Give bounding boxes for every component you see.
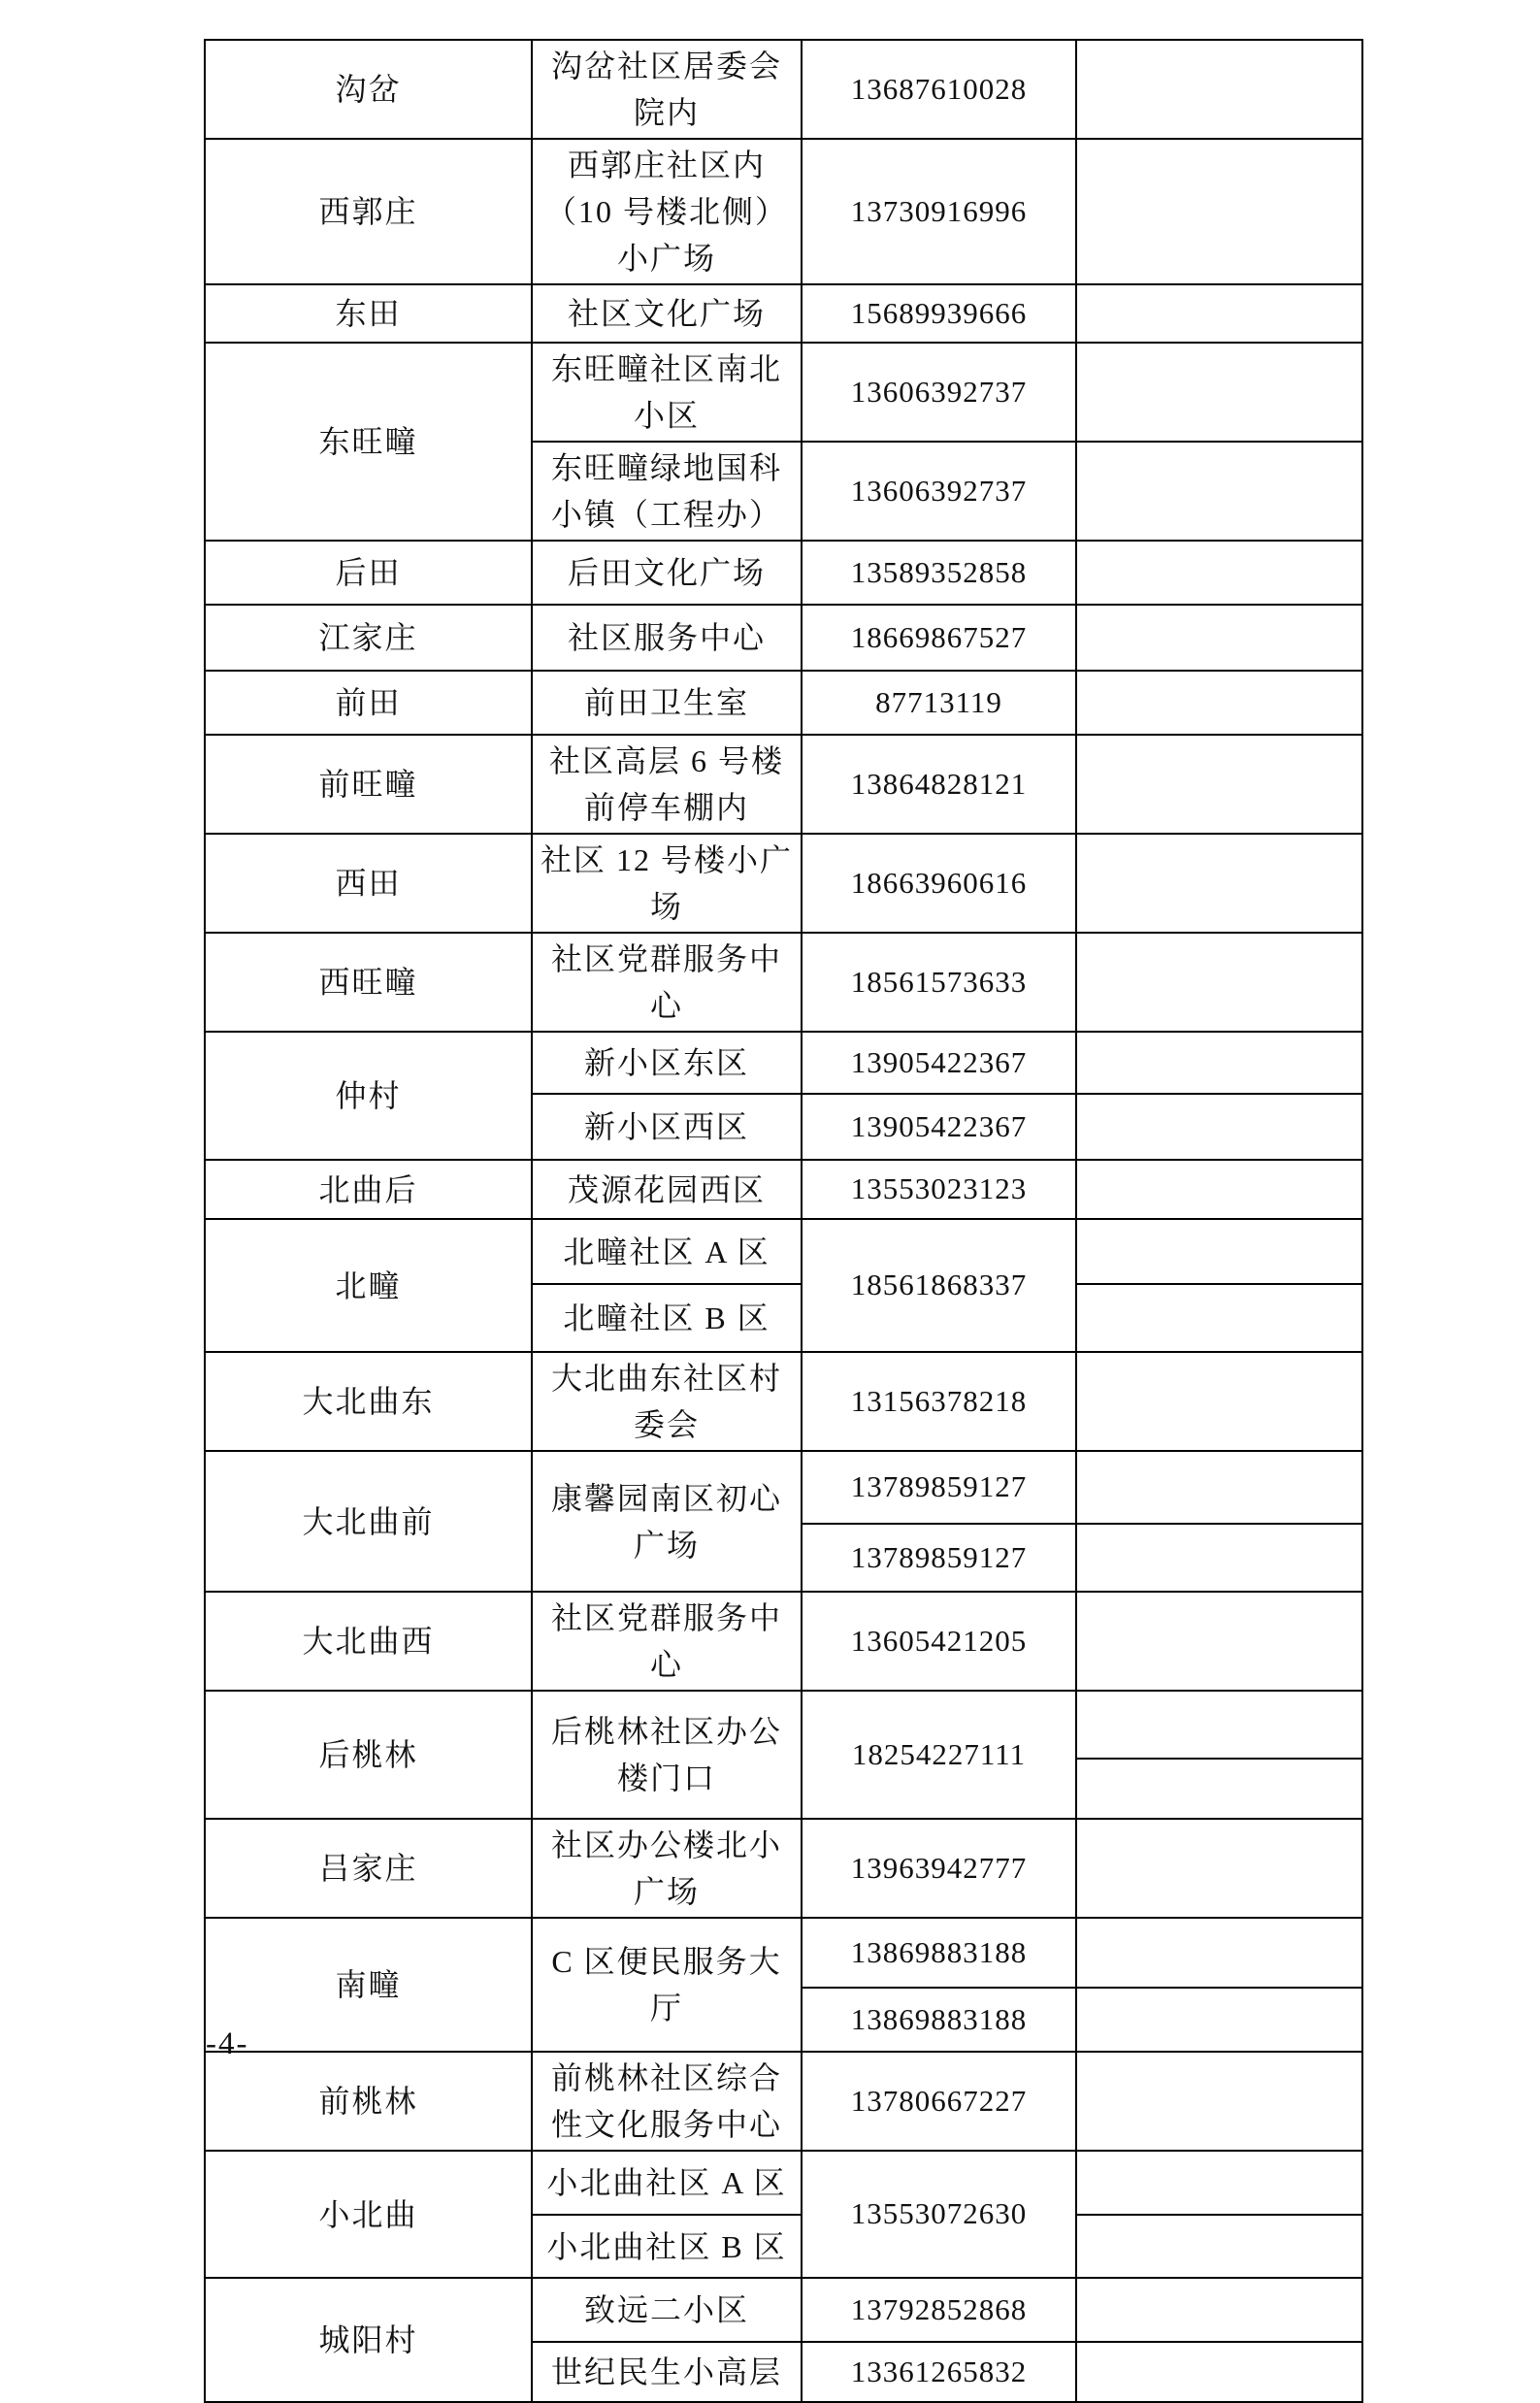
phone-cell: 18561868337 <box>802 1219 1076 1352</box>
location-cell: 北疃社区 B 区 <box>532 1284 802 1352</box>
location-cell: 小北曲社区 B 区 <box>532 2215 802 2278</box>
table-row <box>205 1819 1362 1918</box>
phone-cell: 13687610028 <box>802 40 1076 139</box>
location-cell: 后田文化广场 <box>532 541 802 605</box>
phone-cell: 13730916996 <box>802 139 1076 284</box>
location-cell: 前桃林社区综合性文化服务中心 <box>532 2052 802 2151</box>
empty-cell <box>1076 139 1362 284</box>
empty-cell <box>1076 2151 1362 2215</box>
location-cell: 西郭庄社区内（10 号楼北侧）小广场 <box>532 139 802 284</box>
phone-cell: 13361265832 <box>802 2342 1076 2402</box>
location-cell: 大北曲东社区村委会 <box>532 1352 802 1451</box>
location-cell: 社区 12 号楼小广场 <box>532 834 802 933</box>
empty-cell <box>1076 605 1362 671</box>
empty-cell <box>1076 40 1362 139</box>
phone-cell: 18561573633 <box>802 933 1076 1032</box>
community-cell: 北曲后 <box>205 1160 532 1219</box>
phone-cell: 13553023123 <box>802 1160 1076 1219</box>
community-cell: 大北曲东 <box>205 1352 532 1451</box>
table-row <box>205 605 1362 671</box>
table-row <box>205 1451 1362 1524</box>
community-cell: 前田 <box>205 671 532 735</box>
empty-cell <box>1076 2052 1362 2151</box>
community-cell: 城阳村 <box>205 2278 532 2402</box>
community-test-site-table <box>204 39 1363 2403</box>
phone-cell: 18669867527 <box>802 605 1076 671</box>
location-cell: 新小区东区 <box>532 1032 802 1094</box>
table-row <box>205 541 1362 605</box>
empty-cell <box>1076 1094 1362 1160</box>
empty-cell <box>1076 933 1362 1032</box>
community-cell: 南疃 <box>205 1918 532 2052</box>
community-cell: 西田 <box>205 834 532 933</box>
empty-cell <box>1076 1352 1362 1451</box>
community-cell: 西郭庄 <box>205 139 532 284</box>
location-cell: 后桃林社区办公楼门口 <box>532 1691 802 1819</box>
table-row <box>205 834 1362 933</box>
phone-cell: 13780667227 <box>802 2052 1076 2151</box>
community-cell: 后田 <box>205 541 532 605</box>
empty-cell <box>1076 1451 1362 1524</box>
location-cell: 茂源花园西区 <box>532 1160 802 1219</box>
community-cell: 东田 <box>205 284 532 343</box>
table-row <box>205 2052 1362 2151</box>
phone-cell: 87713119 <box>802 671 1076 735</box>
empty-cell <box>1076 1988 1362 2052</box>
page-number: -4- <box>206 2026 249 2061</box>
location-cell: 康馨园南区初心广场 <box>532 1451 802 1592</box>
phone-cell: 13553072630 <box>802 2151 1076 2278</box>
community-cell: 小北曲 <box>205 2151 532 2278</box>
phone-cell: 18254227111 <box>802 1691 1076 1819</box>
empty-cell <box>1076 834 1362 933</box>
location-cell: 东旺疃绿地国科小镇（工程办） <box>532 442 802 541</box>
location-cell: 新小区西区 <box>532 1094 802 1160</box>
empty-cell <box>1076 2342 1362 2402</box>
phone-cell: 13606392737 <box>802 343 1076 442</box>
empty-cell <box>1076 1759 1362 1819</box>
location-cell: 前田卫生室 <box>532 671 802 735</box>
phone-cell: 13869883188 <box>802 1918 1076 1988</box>
phone-cell: 13789859127 <box>802 1524 1076 1592</box>
community-cell: 前旺疃 <box>205 735 532 834</box>
empty-cell <box>1076 2278 1362 2342</box>
location-cell: 社区办公楼北小广场 <box>532 1819 802 1918</box>
table-row <box>205 1691 1362 1759</box>
table-row <box>205 1592 1362 1691</box>
empty-cell <box>1076 1284 1362 1352</box>
community-cell: 吕家庄 <box>205 1819 532 1918</box>
location-cell: 致远二小区 <box>532 2278 802 2342</box>
community-cell: 后桃林 <box>205 1691 532 1819</box>
table-row <box>205 139 1362 284</box>
empty-cell <box>1076 541 1362 605</box>
location-cell: 北疃社区 A 区 <box>532 1219 802 1284</box>
empty-cell <box>1076 1691 1362 1759</box>
empty-cell <box>1076 1524 1362 1592</box>
table-row <box>205 1918 1362 1988</box>
phone-cell: 15689939666 <box>802 284 1076 343</box>
table-row <box>205 1219 1362 1284</box>
empty-cell <box>1076 735 1362 834</box>
location-cell: 社区文化广场 <box>532 284 802 343</box>
phone-cell: 13905422367 <box>802 1094 1076 1160</box>
table-row <box>205 1160 1362 1219</box>
location-cell: 社区党群服务中心 <box>532 1592 802 1691</box>
empty-cell <box>1076 1592 1362 1691</box>
community-cell: 东旺疃 <box>205 343 532 541</box>
empty-cell <box>1076 343 1362 442</box>
community-cell: 北疃 <box>205 1219 532 1352</box>
table-row <box>205 40 1362 139</box>
location-cell: 社区服务中心 <box>532 605 802 671</box>
empty-cell <box>1076 1219 1362 1284</box>
phone-cell: 13792852868 <box>802 2278 1076 2342</box>
community-cell: 前桃林 <box>205 2052 532 2151</box>
location-cell: 小北曲社区 A 区 <box>532 2151 802 2215</box>
table-row <box>205 284 1362 343</box>
phone-cell: 13963942777 <box>802 1819 1076 1918</box>
phone-cell: 13869883188 <box>802 1988 1076 2052</box>
community-cell: 西旺疃 <box>205 933 532 1032</box>
location-cell: 社区高层 6 号楼前停车棚内 <box>532 735 802 834</box>
phone-cell: 13156378218 <box>802 1352 1076 1451</box>
location-cell: 沟岔社区居委会院内 <box>532 40 802 139</box>
empty-cell <box>1076 1918 1362 1988</box>
empty-cell <box>1076 1160 1362 1219</box>
table-row <box>205 343 1362 442</box>
table-row <box>205 2151 1362 2215</box>
table-row <box>205 1352 1362 1451</box>
table-row <box>205 1032 1362 1094</box>
phone-cell: 13605421205 <box>802 1592 1076 1691</box>
empty-cell <box>1076 671 1362 735</box>
empty-cell <box>1076 442 1362 541</box>
table-row <box>205 671 1362 735</box>
location-cell: 世纪民生小高层 <box>532 2342 802 2402</box>
phone-cell: 13606392737 <box>802 442 1076 541</box>
community-cell: 沟岔 <box>205 40 532 139</box>
empty-cell <box>1076 1032 1362 1094</box>
location-cell: 东旺疃社区南北小区 <box>532 343 802 442</box>
table-row <box>205 933 1362 1032</box>
phone-cell: 18663960616 <box>802 834 1076 933</box>
location-cell: 社区党群服务中心 <box>532 933 802 1032</box>
phone-cell: 13905422367 <box>802 1032 1076 1094</box>
community-cell: 仲村 <box>205 1032 532 1160</box>
community-cell: 大北曲西 <box>205 1592 532 1691</box>
empty-cell <box>1076 2215 1362 2278</box>
phone-cell: 13789859127 <box>802 1451 1076 1524</box>
community-cell: 江家庄 <box>205 605 532 671</box>
location-cell: C 区便民服务大厅 <box>532 1918 802 2052</box>
empty-cell <box>1076 1819 1362 1918</box>
table-row <box>205 2278 1362 2342</box>
phone-cell: 13864828121 <box>802 735 1076 834</box>
table-row <box>205 735 1362 834</box>
empty-cell <box>1076 284 1362 343</box>
phone-cell: 13589352858 <box>802 541 1076 605</box>
community-cell: 大北曲前 <box>205 1451 532 1592</box>
